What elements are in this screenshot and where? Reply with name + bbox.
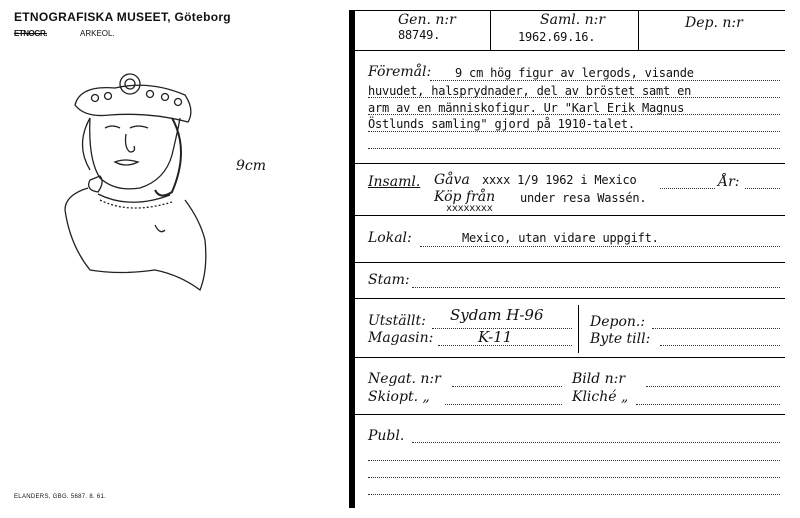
department-struck: ETNOGR.	[14, 29, 47, 38]
insaml-label: Insaml.	[368, 174, 421, 190]
rule-top	[355, 10, 785, 11]
kliche-label: Kliché „	[572, 389, 629, 405]
utstallt-label: Utställt:	[368, 313, 426, 329]
lokal-label: Lokal:	[368, 230, 412, 246]
dotted-line	[438, 345, 572, 346]
utstallt-value: Sydam H-96	[450, 306, 544, 324]
foremal-line-3: arm av en människofigur. Ur "Karl Erik Magnus	[368, 101, 685, 115]
rule-1	[355, 50, 785, 51]
rule-6	[355, 357, 785, 358]
ar-label: År:	[718, 174, 740, 190]
bild-label: Bild n:r	[572, 371, 626, 387]
gen-nr-value: 88749.	[398, 28, 441, 42]
gen-nr-label: Gen. n:r	[398, 12, 456, 28]
stam-label: Stam:	[368, 272, 410, 288]
dotted-line	[368, 460, 780, 461]
magasin-value: K-11	[478, 328, 513, 346]
depon-label: Depon.:	[590, 314, 646, 330]
foremal-line-1: 9 cm hög figur av lergods, visande	[455, 66, 694, 80]
dotted-line	[368, 477, 780, 478]
byte-label: Byte till:	[590, 331, 651, 347]
rule-4	[355, 262, 785, 263]
dotted-line	[412, 287, 780, 288]
dotted-line	[660, 188, 715, 189]
col-sep-1	[490, 10, 491, 50]
dotted-line	[368, 148, 780, 149]
figurine-sketch	[60, 70, 230, 300]
card-left-rule	[349, 10, 355, 508]
printer-mark: ELANDERS, GBG. 5687. 8. 61.	[14, 494, 107, 500]
dotted-line	[745, 188, 780, 189]
col-sep-3	[578, 305, 579, 353]
rule-7	[355, 414, 785, 415]
negat-label: Negat. n:r	[368, 371, 441, 387]
insaml-value: xxxx 1/9 1962 i Mexico	[482, 173, 637, 187]
museum-name: ETNOGRAFISKA MUSEET, Göteborg	[14, 10, 231, 24]
rule-2	[355, 163, 785, 164]
dotted-line	[445, 404, 562, 405]
dotted-line	[368, 131, 780, 132]
foremal-line-4: Östlunds samling" gjord på 1910-talet.	[368, 117, 635, 131]
dotted-line	[368, 114, 780, 115]
saml-nr-value: 1962.69.16.	[518, 30, 596, 44]
dotted-line	[652, 328, 780, 329]
dep-nr-label: Dep. n:r	[685, 15, 743, 31]
kop-struck: xxxxxxxx	[446, 203, 493, 214]
dotted-line	[420, 246, 780, 247]
dotted-line	[660, 345, 780, 346]
lokal-value: Mexico, utan vidare uppgift.	[462, 231, 659, 245]
dotted-line	[636, 404, 780, 405]
rule-5	[355, 298, 785, 299]
dotted-line	[430, 80, 780, 81]
saml-nr-label: Saml. n:r	[540, 12, 606, 28]
magasin-label: Magasin:	[368, 330, 434, 346]
rule-3	[355, 215, 785, 216]
kop-label: Köp från	[434, 189, 496, 205]
size-annotation: 9cm	[236, 158, 267, 174]
skiopt-label: Skiopt. „	[368, 389, 430, 405]
kop-value: under resa Wassén.	[520, 191, 647, 205]
gava-label: Gåva	[434, 172, 470, 188]
col-sep-2	[638, 10, 639, 50]
dotted-line	[432, 328, 572, 329]
dotted-line	[452, 386, 562, 387]
foremal-line-2: huvudet, halsprydnader, del av bröstet samt en	[368, 84, 692, 98]
publ-label: Publ.	[368, 428, 405, 444]
foremal-label: Föremål:	[368, 64, 432, 80]
dotted-line	[412, 442, 780, 443]
department: ARKEOL.	[80, 29, 115, 38]
dotted-line	[646, 386, 780, 387]
dotted-line	[368, 494, 780, 495]
dotted-line	[368, 97, 780, 98]
